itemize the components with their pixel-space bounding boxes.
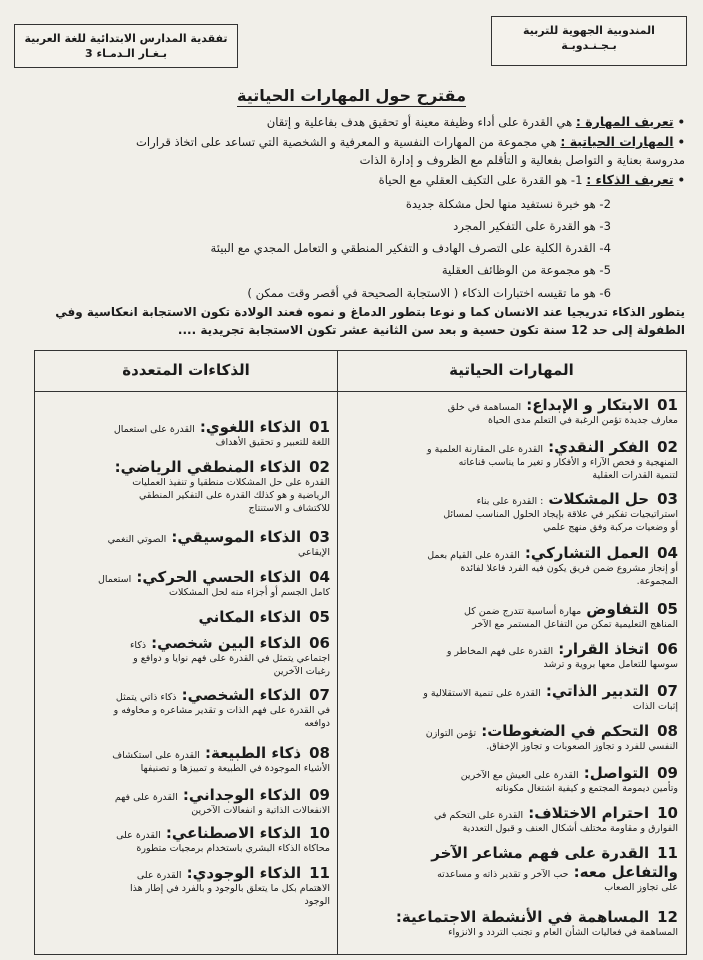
intelligence-item: 06الذكاء البين شخصي: ذكاء اجتماعي يتمثل في القدرة على فهم نوايا و دوافع و رغبات الآخرين (129, 634, 330, 677)
life-skill-item: 04العمل التشاركي: القدرة على القيام بعمل أو إنجاز مشروع ضمن فريق يكون فيه الفرد فاعلا لفائدة المجموعة. (427, 544, 678, 587)
intel-item-5: 5- هو مجموعة من الوظائف العقلية (441, 263, 611, 277)
life-skills-definition: •المهارات الحياتية : هي مجموعة من المهارات النفسية و المعرفية و الشخصية التي تساعد على اتخاذ قرارات (135, 134, 685, 149)
life-skill-item: 11القدرة على فهم مشاعر الآخر والتفاعل معه: حب الآخر و تقدير ذاته و مساعدته على تجاوز الصعاب (431, 844, 678, 893)
intelligence-item: 01الذكاء اللغوي: القدرة على استعمال اللغة للتعبير و تحقيق الأهداف (113, 418, 330, 448)
life-skill-item: 08التحكم في الضغوطات: تؤمن التوازن النفسي للفرد و تجاوز الصعوبات و تجاوز الإخفاق. (425, 722, 678, 752)
skills-intelligences-table (34, 350, 687, 955)
life-skill-item: 02الفكر النقدي: القدرة على المقارنة العلمية و المنهجية و فحص الآراء و الأفكار و تغير ما يناسب قناعاته لتنمية القدرات العقلية (427, 438, 678, 481)
intelligence-item: 07الذكاء الشخصي: ذكاء ذاتي يتمثل في القدرة على فهم الذات و تقدير مشاعره و مخاوفه و دوافعه (113, 686, 330, 729)
skill-definition-text: هي القدرة على أداء وظيفة معينة أو تحقيق هدف بفاعلية و إتقان (266, 115, 573, 129)
life-skills-column-header: المهارات الحياتية (449, 361, 574, 379)
intel-item-6: 6- هو ما تقيسه اختبارات الذكاء ( الاستجابة الصحيحة في أقصر وقت ممكن ) (247, 286, 611, 300)
header-divider (35, 391, 686, 392)
intel-item-2: 2- هو خبرة نستفيد منها لحل مشكلة جديدة (405, 197, 611, 211)
directorate-line1: المندوبية الجهوية للتربية (523, 24, 655, 37)
life-skills-head: المهارات الحياتية : (560, 134, 674, 149)
skill-definition: •تعريف المهارة : هي القدرة على أداء وظيفة معينة أو تحقيق هدف بفاعلية و إتقان (266, 114, 685, 129)
life-skill-item: 03حل المشكلات : القدرة على بناء استراتيجيات تفكير في علاقة بإيجاد الحلول المناسب لمسائل أو وضعيات مركبة وفق منهج علمي (443, 490, 678, 533)
intelligence-item: 10الذكاء الاصطناعي: القدرة على محاكاة الذكاء البشري باستخدام برمجيات متطورة (116, 824, 330, 854)
page-title: مقترح حول المهارات الحياتية (237, 86, 466, 105)
inspection-line2: بـغـار الـدمـاء 3 (85, 47, 167, 60)
intel-item-1: 1- هو القدرة على التكيف العقلي مع الحياة (378, 173, 583, 187)
intelligence-item: 11الذكاء الوجودي: القدرة على الاهتمام بكل ما يتعلق بالوجود و بالفرد في إطار هذا الوجود (129, 864, 330, 907)
life-skill-item: 12المساهمة في الأنشطة الاجتماعية: المساهمة في فعاليات الشأن العام و تجنب التردد و الانزواء (395, 908, 678, 938)
inspection-header (14, 24, 238, 68)
intelligence-item: 08ذكاء الطبيعة: القدرة على استكشاف الأشياء الموجودة في الطبيعة و تمييزها و تصنيفها (112, 744, 330, 774)
life-skill-item: 05التفاوض مهارة أساسية تتدرج ضمن كل المناهج التعليمية تمكن من التفاعل المستمر مع الآخر (464, 600, 678, 630)
life-skill-item: 01الابتكار و الإبداع: المساهمة في خلق معارف جديدة تؤمن الرغبة في التعلم مدى الحياة (447, 396, 678, 426)
intelligences-column-header: الذكاءات المتعددة (122, 361, 250, 379)
intelligence-item: 04الذكاء الحسي الحركي: استعمال كامل الجسم أو أجزاء منه لحل المشكلات (97, 568, 330, 598)
intel-item-3: 3- هو القدرة على التفكير المجرد (453, 219, 611, 233)
intel-item-4: 4- القدرة الكلية على التصرف الهادف و التفكير المنطقي و التعامل المجدي مع البيئة (210, 241, 611, 255)
life-skill-item: 06اتخاذ القرار: القدرة على فهم المخاطر و سوسها للتعامل معها بروية و ترشد (446, 640, 678, 670)
development-line2: الطفولة إلى حد 12 سنة تكون حسية و بعد سن الثانية عشر تكون الاستجابة تجريدية .... (177, 323, 685, 337)
intelligence-item: 02الذكاء المنطقي الرياضي: القدرة على حل المشكلات منطقيا و تنفيذ العمليات الرياضية و هو كذلك القدرة على التفكير المنطقي للاكتشاف و الاستنتاج (114, 458, 330, 514)
development-line1: يتطور الذكاء تدريجيا عند الانسان كما و نوعا بتطور الدماغ و نموه فعند الولادة تكون الاستجابة انعكاسية وفي (55, 305, 685, 319)
life-skill-item: 07التدبير الذاتي: القدرة على تنمية الاستقلالية و إثبات الذات (423, 682, 678, 712)
life-skills-text2: مدروسة بعناية و التواصل بفعالية و التأقلم مع الظروف و إدارة الذات (359, 153, 685, 167)
intelligence-definition-head: •تعريف الذكاء : 1- هو القدرة على التكيف العقلي مع الحياة (378, 172, 685, 187)
column-divider (337, 351, 338, 954)
life-skill-item: 09التواصل: القدرة على العيش مع الآخرين وتأمين ديمومة المجتمع و كيفية اشتغال مكوناته (460, 764, 678, 794)
directorate-line2: بـجـنـدوبـة (561, 39, 617, 52)
directorate-header (491, 16, 687, 66)
skill-definition-head: تعريف المهارة : (575, 114, 674, 129)
inspection-line1: تفقدية المدارس الابتدائية للغة العربية (24, 32, 228, 45)
life-skills-text1: هي مجموعة من المهارات النفسية و المعرفية و الشخصية التي تساعد على اتخاذ قرارات (135, 135, 557, 149)
life-skill-item: 10احترام الاختلاف: القدرة على التحكم في الفوارق و مقاومة مختلف أشكال العنف و قبول التعددية (433, 804, 678, 834)
intelligence-item: 05الذكاء المكاني (198, 608, 330, 626)
intelligence-item: 03الذكاء الموسيقي: الصوتي النغمي الإيقاعي (107, 528, 330, 558)
intelligence-item: 09الذكاء الوجداني: القدرة على فهم الانفعالات الذاتية و انفعالات الآخرين (114, 786, 330, 816)
